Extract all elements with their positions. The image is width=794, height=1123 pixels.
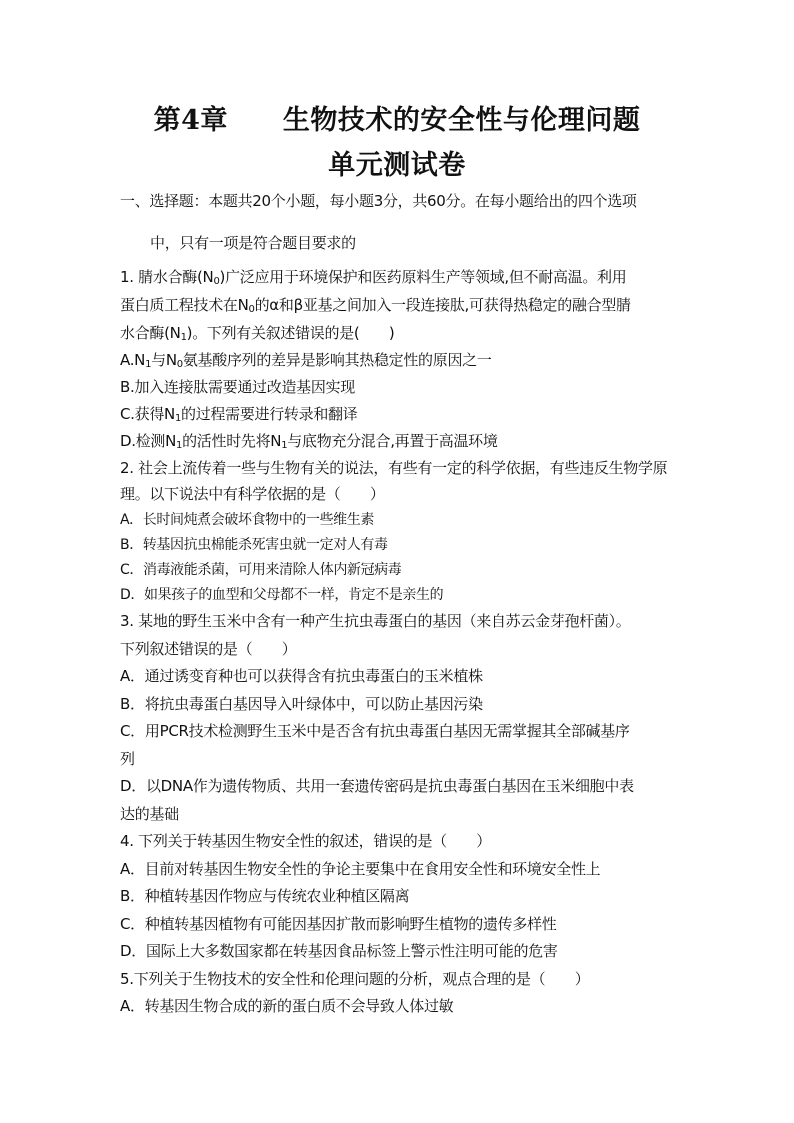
q3-option-a: A．通过诱变育种也可以获得含有抗虫毒蛋白的玉米植株 (120, 667, 483, 685)
q2-option-b: B．转基因抗虫棉能杀死害虫就一定对人有毒 (120, 537, 388, 553)
q2-option-c: C．消毒液能杀菌，可用来清除人体内新冠病毒 (120, 562, 402, 578)
q3-option-d-line1: D．以DNA作为遗传物质、共用一套遗传密码是抗虫毒蛋白基因在玉米细胞中表 (120, 777, 634, 795)
q5-option-a: A．转基因生物合成的新的蛋白质不会导致人体过敏 (120, 997, 454, 1015)
q4-stem: 4. 下列关于转基因生物安全性的叙述，错误的是（ ） (120, 832, 491, 850)
q1-stem-line1: 1. 腈水合酶$(N_0)$广泛应用于环境保护和医药原料生产等领域,但不耐高温。利用 (120, 268, 627, 287)
q3-option-c-line2: 列 (120, 750, 135, 768)
section-instruction-line1: 一、选择题：本题共20个小题，每小题3分，共60分。在每小题给出的四个选项 (120, 192, 637, 210)
q2-stem-line2: 理。以下说法中有科学依据的是（ ） (120, 485, 385, 503)
q1-stem-line2: 蛋白质工程技术在$N_0$的α和β亚基之间加入一段连接肽,可获得热稳定的融合型腈 (120, 296, 631, 315)
test-subtitle: 单元测试卷 (328, 150, 466, 181)
chapter-title: 第4章 生物技术的安全性与伦理问题 (153, 105, 641, 136)
section-instruction-line2: 中，只有一项是符合题目要求的 (150, 234, 356, 252)
q4-option-d: D．国际上大多数国家都在转基因食品标签上警示性注明可能的危害 (120, 942, 558, 960)
q3-stem-line1: 3. 某地的野生玉米中含有一种产生抗虫毒蛋白的基因（来自苏云金芽孢杆菌）。 (120, 612, 631, 630)
q4-option-a: A．目前对转基因生物安全性的争论主要集中在食用安全性和环境安全性上 (120, 860, 601, 878)
q2-option-a: A．长时间炖煮会破坏食物中的一些维生素 (120, 512, 374, 528)
q1-option-a: $A.N_1$与$N_0$氨基酸序列的差异是影响其热稳定性的原因之一 (120, 351, 492, 370)
q3-stem-line2: 下列叙述错误的是（ ） (120, 640, 297, 658)
q3-option-d-line2: 达的基础 (120, 805, 179, 823)
q1-option-b: B.加入连接肽需要通过改造基因实现 (120, 378, 355, 396)
q2-stem-line1: 2. 社会上流传着一些与生物有关的说法，有些有一定的科学依据，有些违反生物学原 (120, 459, 668, 477)
q4-option-b: B．种植转基因作物应与传统农业种植区隔离 (120, 887, 410, 905)
q5-stem: 5.下列关于生物技术的安全性和伦理问题的分析，观点合理的是（ ） (120, 970, 590, 988)
q1-stem-line3: 水合酶$(N_1)$。下列有关叙述错误的是( ) (120, 324, 395, 343)
q3-option-b: B．将抗虫毒蛋白基因导入叶绿体中，可以防止基因污染 (120, 695, 483, 713)
q3-option-c-line1: C．用PCR技术检测野生玉米中是否含有抗虫毒蛋白基因无需掌握其全部碱基序 (120, 722, 630, 740)
q4-option-c: C．种植转基因植物有可能因基因扩散而影响野生植物的遗传多样性 (120, 915, 557, 933)
q1-option-d: D.检测$N_1$的活性时先将$N_1$与底物充分混合,再置于高温环境 (120, 432, 498, 451)
q1-option-c: C.获得$N_1$的过程需要进行转录和翻译 (120, 405, 358, 424)
q2-option-d: D．如果孩子的血型和父母都不一样，肯定不是亲生的 (120, 587, 444, 603)
